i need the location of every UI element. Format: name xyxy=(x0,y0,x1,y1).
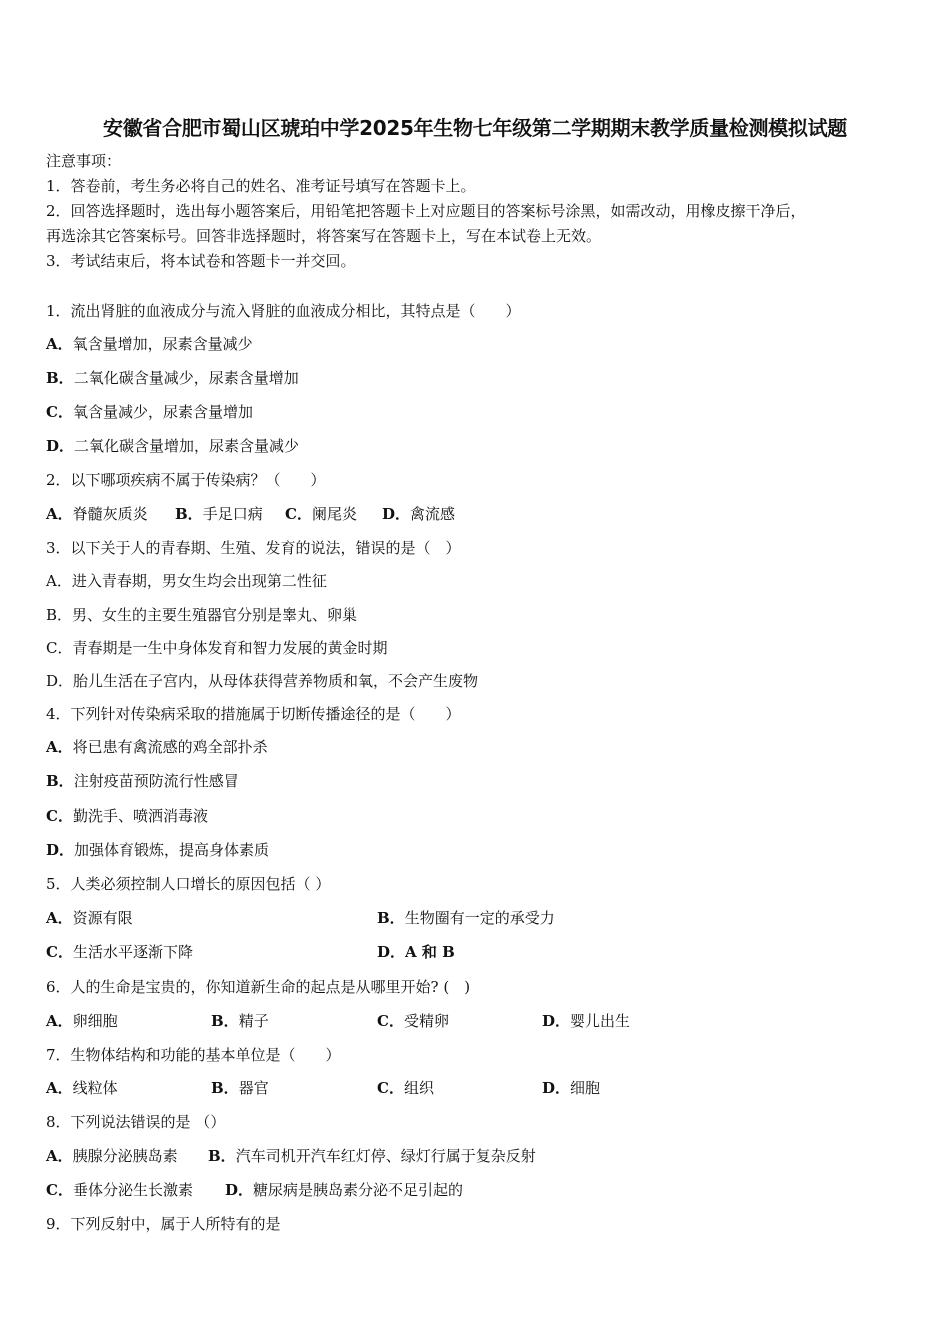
notice-heading: 注意事项： xyxy=(46,152,122,170)
question-stem: 6．人的生命是宝贵的，你知道新生命的起点是从哪里开始? ( ) xyxy=(46,978,471,996)
option-b: B．生物圈有一定的承受力 xyxy=(377,909,555,927)
option-c: C．垂体分泌生长激素 xyxy=(46,1181,193,1199)
option-d: D．胎儿生活在子宫内，从母体获得营养物质和氧，不会产生废物 xyxy=(46,672,479,690)
question-stem: 5．人类必须控制人口增长的原因包括（ ） xyxy=(46,875,331,893)
option-c: C．受精卵 xyxy=(377,1012,449,1030)
question-stem: 7．生物体结构和功能的基本单位是（ ） xyxy=(46,1046,341,1064)
option-a: A．卵细胞 xyxy=(46,1012,118,1030)
option-a: A．脊髓灰质炎 xyxy=(46,505,148,523)
question-stem: 8．下列说法错误的是 （） xyxy=(46,1113,226,1131)
option-c: C．青春期是一生中身体发育和智力发展的黄金时期 xyxy=(46,639,388,657)
option-c: C．勤洗手、喷洒消毒液 xyxy=(46,807,208,825)
notice-item: 1．答卷前，考生务必将自己的姓名、准考证号填写在答题卡上。 xyxy=(46,177,476,195)
question-stem: 3．以下关于人的青春期、生殖、发育的说法，错误的是（ ） xyxy=(46,539,461,557)
option-b: B．二氧化碳含量减少，尿素含量增加 xyxy=(46,369,299,387)
option-d: D．糖尿病是胰岛素分泌不足引起的 xyxy=(225,1181,464,1199)
option-c: C．组织 xyxy=(377,1079,434,1097)
option-b: B．手足口病 xyxy=(175,505,263,523)
option-c: C．生活水平逐渐下降 xyxy=(46,943,193,961)
option-d: D．A 和 B xyxy=(377,943,455,961)
exam-title: 安徽省合肥市蜀山区琥珀中学2025年生物七年级第二学期期末教学质量检测模拟试题 xyxy=(103,116,847,140)
option-b: B．精子 xyxy=(211,1012,269,1030)
option-d: D．婴儿出生 xyxy=(542,1012,631,1030)
option-b: B．汽车司机开汽车红灯停、绿灯行属于复杂反射 xyxy=(208,1147,536,1165)
option-c: C．氧含量减少，尿素含量增加 xyxy=(46,403,253,421)
option-d: D．加强体育锻炼，提高身体素质 xyxy=(46,841,270,859)
option-d: D．二氧化碳含量增加，尿素含量减少 xyxy=(46,437,300,455)
question-stem: 4．下列针对传染病采取的措施属于切断传播途径的是（ ） xyxy=(46,705,461,723)
option-d: D．细胞 xyxy=(542,1079,601,1097)
notice-item: 2．回答选择题时，选出每小题答案后，用铅笔把答题卡上对应题目的答案标号涂黑，如需改动，用橡皮擦干净后， xyxy=(46,202,806,220)
question-stem: 2．以下哪项疾病不属于传染病？（ ） xyxy=(46,471,326,489)
question-stem: 9．下列反射中，属于人所特有的是 xyxy=(46,1215,281,1233)
option-a: A．线粒体 xyxy=(46,1079,118,1097)
option-a: A．将已患有禽流感的鸡全部扑杀 xyxy=(46,738,268,756)
option-b: B．注射疫苗预防流行性感冒 xyxy=(46,772,239,790)
notice-item: 3．考试结束后，将本试卷和答题卡一并交回。 xyxy=(46,252,356,270)
option-a: A．资源有限 xyxy=(46,909,133,927)
option-a: A．进入青春期，男女生均会出现第二性征 xyxy=(46,572,327,590)
option-b: B．器官 xyxy=(211,1079,269,1097)
question-stem: 1．流出肾脏的血液成分与流入肾脏的血液成分相比，其特点是（ ） xyxy=(46,302,521,320)
option-d: D．禽流感 xyxy=(382,505,456,523)
option-a: A．氧含量增加，尿素含量减少 xyxy=(46,335,253,353)
option-b: B．男、女生的主要生殖器官分别是睾丸、卵巢 xyxy=(46,606,358,624)
option-c: C．阑尾炎 xyxy=(285,505,357,523)
option-a: A．胰腺分泌胰岛素 xyxy=(46,1147,178,1165)
notice-item: 再选涂其它答案标号。回答非选择题时，将答案写在答题卡上，写在本试卷上无效。 xyxy=(46,227,602,245)
